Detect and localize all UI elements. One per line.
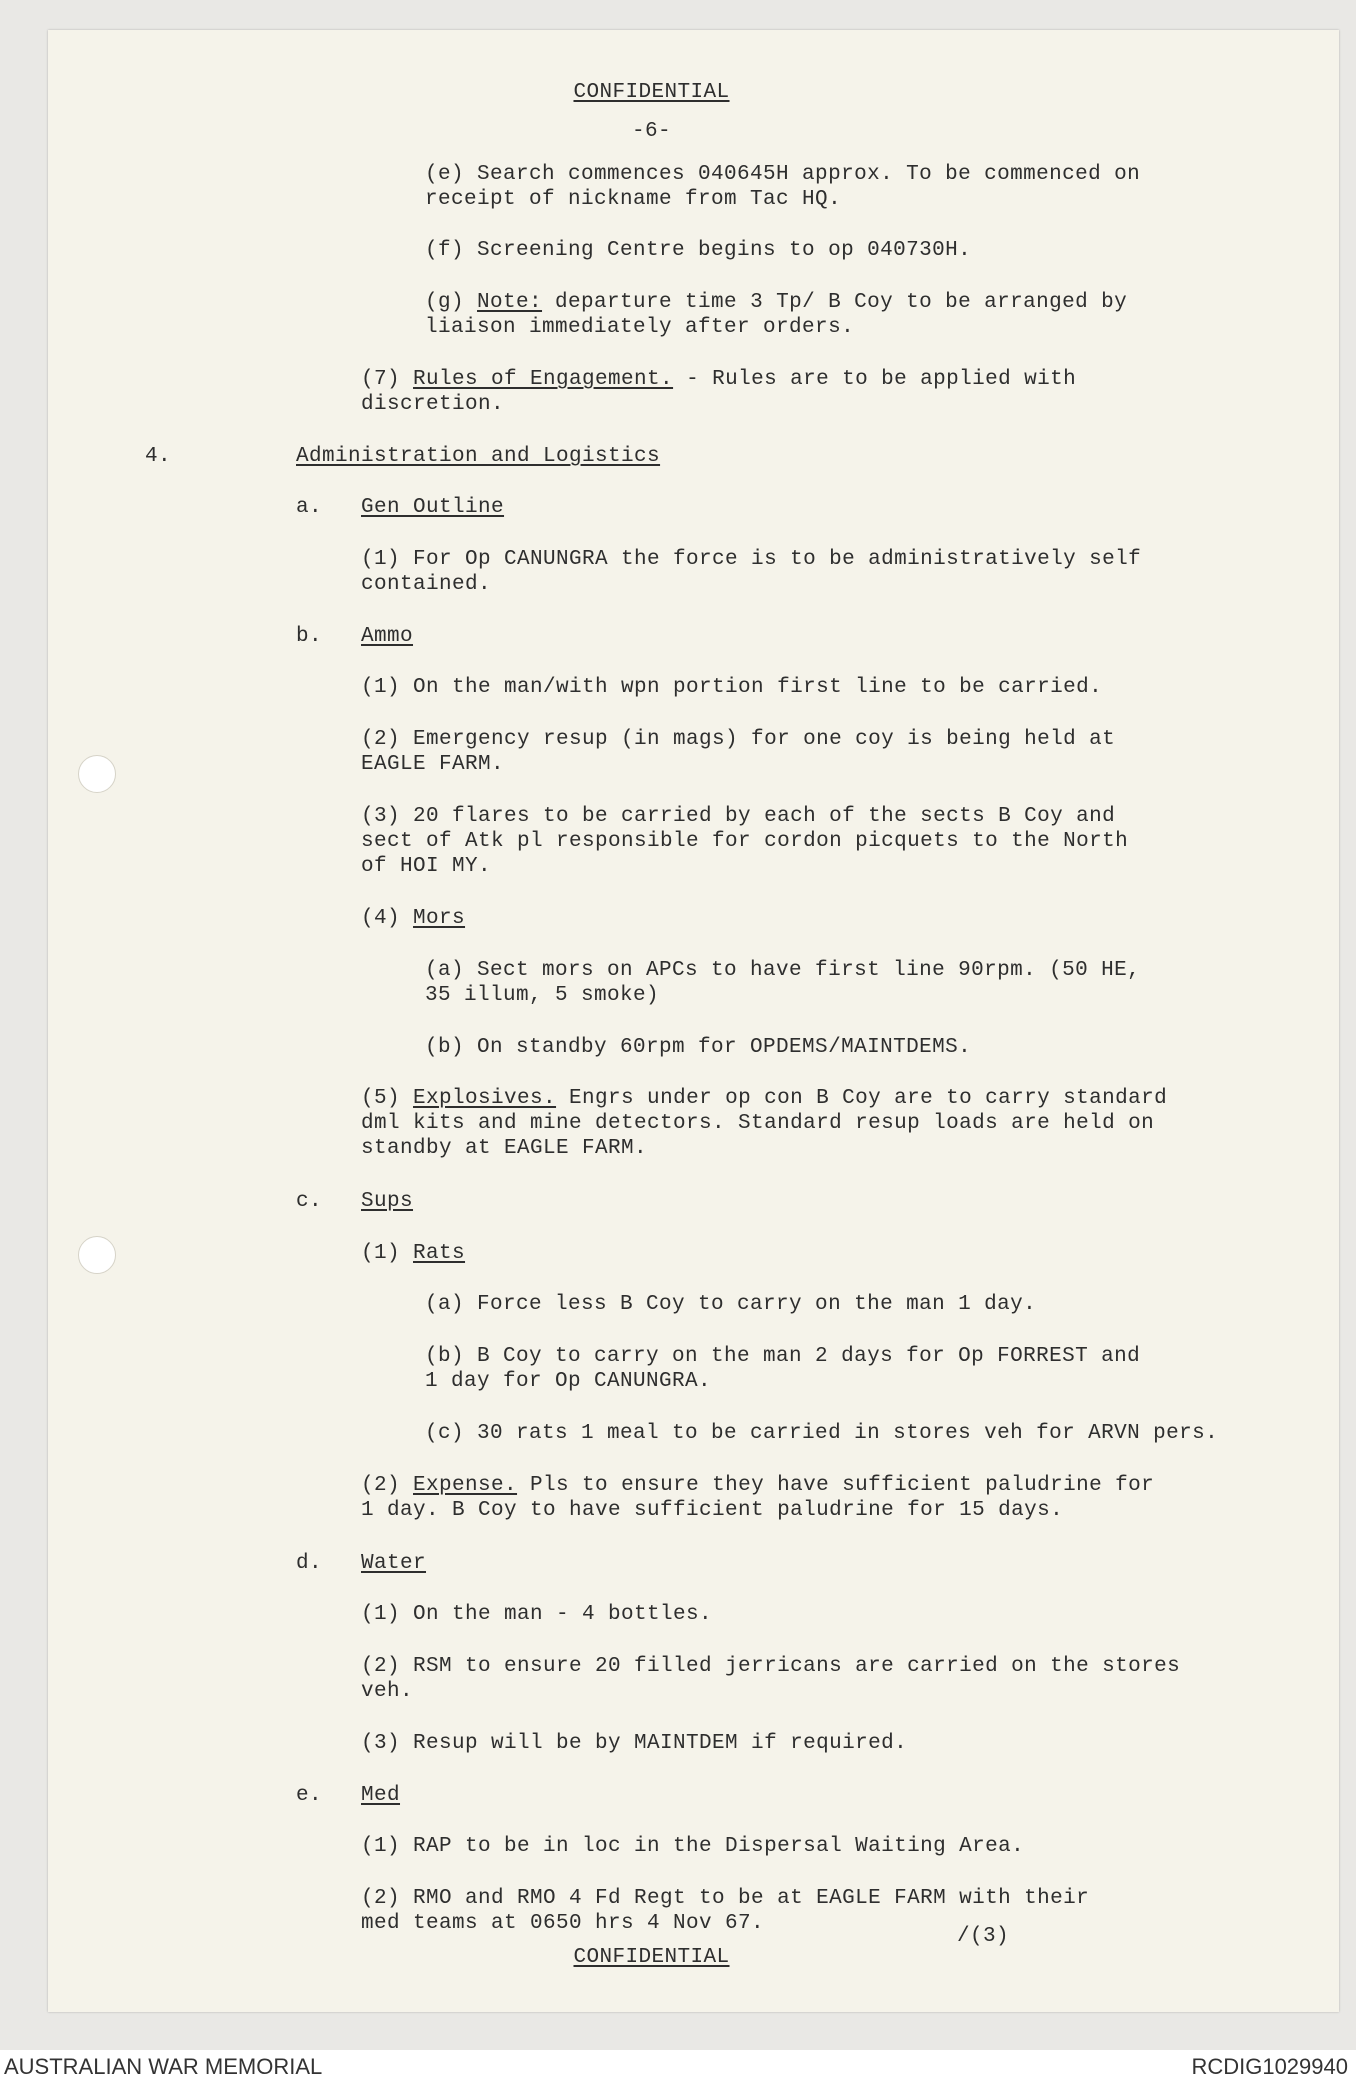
b-p4-a-line1: (a) Sect mors on APCs to have first line 90rpm. (50 HE, <box>425 959 1141 982</box>
section-title: Administration and Logistics <box>296 445 661 468</box>
c-p2-line1 <box>361 1473 1154 1498</box>
b-p5-line1 <box>361 1086 1167 1111</box>
section-number: 4. <box>145 445 172 468</box>
d-p1: (1) On the man - 4 bottles. <box>361 1603 713 1626</box>
b-p1: (1) On the man/with wpn portion first line to be carried. <box>361 676 1103 699</box>
b-p4-b: (b) On standby 60rpm for OPDEMS/MAINTDEMS. <box>425 1036 972 1059</box>
b-p4-a-line2: 35 illum, 5 smoke) <box>425 984 660 1007</box>
d-p2-line1: (2) RSM to ensure 20 filled jerricans are carried on the stores <box>361 1655 1181 1678</box>
b-p4-heading <box>361 906 465 931</box>
rules-title: Rules of Engagement. <box>413 368 674 391</box>
c-p1-b-line2: 1 day for Op CANUNGRA. <box>425 1370 712 1393</box>
para-g-line1 <box>425 290 1127 315</box>
subsection-d-letter: d. <box>296 1552 323 1575</box>
archive-footer <box>0 2050 1356 2081</box>
b-p5-line2: dml kits and mine detectors. Standard resup loads are held on <box>361 1112 1155 1135</box>
classification-header: CONFIDENTIAL <box>573 81 730 104</box>
subsection-b-title: Ammo <box>361 625 414 648</box>
c-p2-rest: Pls to ensure they have sufficient paludrine for <box>517 1474 1155 1497</box>
rules-line2: discretion. <box>361 393 505 416</box>
para-g-title: Note: <box>477 291 543 314</box>
para-f: (f) Screening Centre begins to op 040730H. <box>425 239 972 262</box>
c-p1-label: (1) <box>361 1242 414 1265</box>
classification-footer: CONFIDENTIAL <box>573 1946 730 1969</box>
e-p2-line2: med teams at 0650 hrs 4 Nov 67. <box>361 1912 765 1935</box>
para-e-line1: (e) Search commences 040645H approx. To be commenced on <box>425 163 1141 186</box>
b-p5-line3: standby at EAGLE FARM. <box>361 1137 648 1160</box>
e-p2-line1: (2) RMO and RMO 4 Fd Regt to be at EAGLE FARM with their <box>361 1887 1090 1910</box>
page-continuation-note: /(3) <box>957 1925 1010 1948</box>
page-number: -6- <box>631 120 671 143</box>
b-p3-line2: sect of Atk pl responsible for cordon picquets to the North <box>361 830 1129 853</box>
b-p2-line2: EAGLE FARM. <box>361 753 505 776</box>
rules-line1 <box>361 367 1076 392</box>
a-p1-line2: contained. <box>361 573 492 596</box>
b-p3-line3: of HOI MY. <box>361 855 492 878</box>
b-p2-line1: (2) Emergency resup (in mags) for one coy is being held at <box>361 728 1116 751</box>
subsection-b-letter: b. <box>296 625 323 648</box>
subsection-e-title: Med <box>361 1784 401 1807</box>
b-p5-title: Explosives. <box>413 1087 557 1110</box>
para-g-rest: departure time 3 Tp/ B Coy to be arranged by <box>542 291 1128 314</box>
rules-rest: - Rules are to be applied with <box>673 368 1077 391</box>
c-p1-heading <box>361 1241 465 1266</box>
subsection-a-letter: a. <box>296 496 323 519</box>
c-p1-c: (c) 30 rats 1 meal to be carried in stores veh for ARVN pers. <box>425 1422 1219 1445</box>
c-p2-line2: 1 day. B Coy to have sufficient paludrine for 15 days. <box>361 1499 1064 1522</box>
para-e-line2: receipt of nickname from Tac HQ. <box>425 188 842 211</box>
c-p2-label: (2) <box>361 1474 414 1497</box>
b-p5-label: (5) <box>361 1087 414 1110</box>
b-p4-label: (4) <box>361 907 414 930</box>
rules-label: (7) <box>361 368 414 391</box>
d-p3: (3) Resup will be by MAINTDEM if required. <box>361 1732 908 1755</box>
archive-record-id: RCDIG1029940 <box>1191 2054 1348 2079</box>
subsection-e-letter: e. <box>296 1784 323 1807</box>
subsection-c-title: Sups <box>361 1190 414 1213</box>
c-p2-title: Expense. <box>413 1474 518 1497</box>
a-p1-line1: (1) For Op CANUNGRA the force is to be administratively self <box>361 548 1142 571</box>
b-p3-line1: (3) 20 flares to be carried by each of the sects B Coy and <box>361 805 1116 828</box>
subsection-a-title: Gen Outline <box>361 496 505 519</box>
para-g-label: (g) <box>425 291 478 314</box>
d-p2-line2: veh. <box>361 1680 414 1703</box>
b-p4-title: Mors <box>413 907 466 930</box>
subsection-c-letter: c. <box>296 1190 323 1213</box>
b-p5-rest: Engrs under op con B Coy are to carry standard <box>556 1087 1168 1110</box>
c-p1-a: (a) Force less B Coy to carry on the man 1 day. <box>425 1293 1037 1316</box>
para-g-line2: liaison immediately after orders. <box>425 316 855 339</box>
subsection-d-title: Water <box>361 1552 427 1575</box>
c-p1-title: Rats <box>413 1242 466 1265</box>
c-p1-b-line1: (b) B Coy to carry on the man 2 days for Op FORREST and <box>425 1345 1141 1368</box>
e-p1: (1) RAP to be in loc in the Dispersal Waiting Area. <box>361 1835 1025 1858</box>
archive-institution: AUSTRALIAN WAR MEMORIAL <box>4 2054 323 2079</box>
